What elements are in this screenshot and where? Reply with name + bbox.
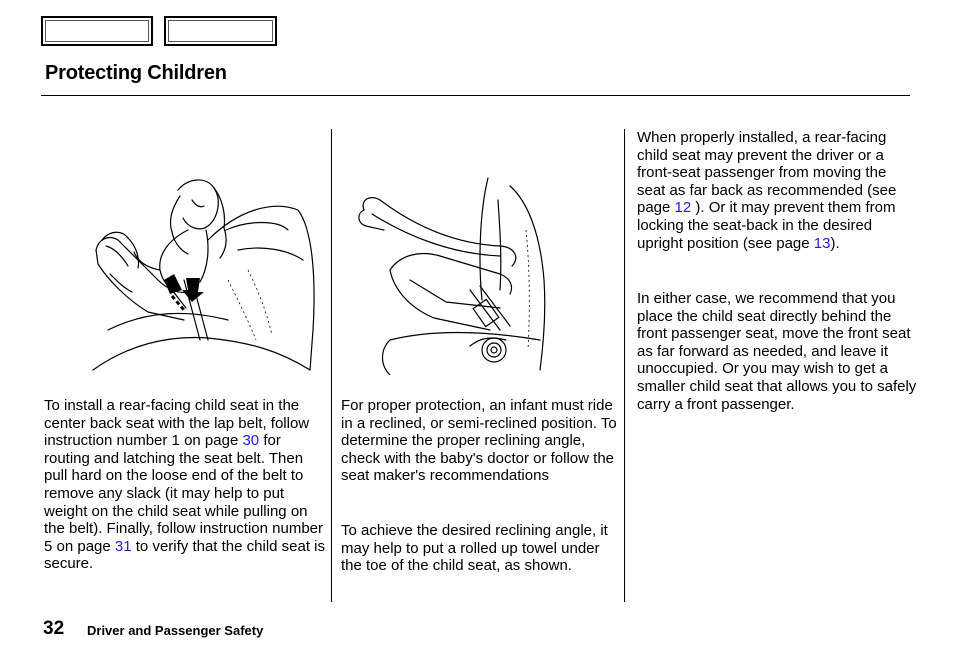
page-12-link[interactable]: 12 xyxy=(674,199,692,217)
section-name: Driver and Passenger Safety xyxy=(87,623,264,638)
recline-protection-paragraph: For proper protection, an infant must ride in a reclined, or semi-reclined position. To determine the proper reclining angle, check with the baby's doctor or follow the seat maker's recommendations xyxy=(341,397,617,485)
seat-position-paragraph xyxy=(637,129,917,252)
paragraph-text: ). xyxy=(830,234,840,252)
recline-angle-paragraph: To achieve the desired reclining angle, it may help to put a rolled up towel under the toe of the child seat, as shown. xyxy=(341,522,608,575)
paragraph-text: to verify that the child seat is secure. xyxy=(44,537,326,573)
install-instructions-paragraph xyxy=(44,397,329,573)
paragraph-text: When properly installed, a rear-facing child seat may prevent the driver or a front-seat passenger from moving the seat as far back as recommended (see page xyxy=(637,129,897,217)
recommendation-paragraph: In either case, we recommend that you place the child seat directly behind the front passenger seat, move the front seat as far forward as needed, and leave it unoccupied. Or you may wish to get a smaller child seat that allows you to safely carry a front passenger. xyxy=(637,290,917,413)
page-13-link[interactable]: 13 xyxy=(813,234,831,252)
page-30-link[interactable]: 30 xyxy=(242,432,260,450)
paragraph-text: ). Or it may prevent them from locking the seat-back in the desired upright position (see page xyxy=(637,199,896,252)
previous-page-button[interactable] xyxy=(41,16,153,46)
title-divider xyxy=(41,95,910,96)
button-bevel xyxy=(45,20,149,42)
page-31-link[interactable]: 31 xyxy=(114,537,132,555)
paragraph-text: for routing and latching the seat belt. Then pull hard on the loose end of the belt to remove any slack (it may help to put weight on the child seat while pulling on the belt). Finally, follow instruction number 5 on page xyxy=(44,432,324,555)
paragraph-text: To install a rear-facing child seat in the center back seat with the lap belt, follow instruction number 1 on page xyxy=(44,397,310,450)
column-divider xyxy=(624,129,625,602)
page-number: 32 xyxy=(43,618,65,639)
next-page-button[interactable] xyxy=(164,16,277,46)
child-seat-installation-illustration xyxy=(88,170,328,375)
column-divider xyxy=(331,129,332,602)
page-title: Protecting Children xyxy=(45,62,227,84)
reclined-infant-seat-illustration xyxy=(350,170,590,375)
button-bevel xyxy=(168,20,273,42)
